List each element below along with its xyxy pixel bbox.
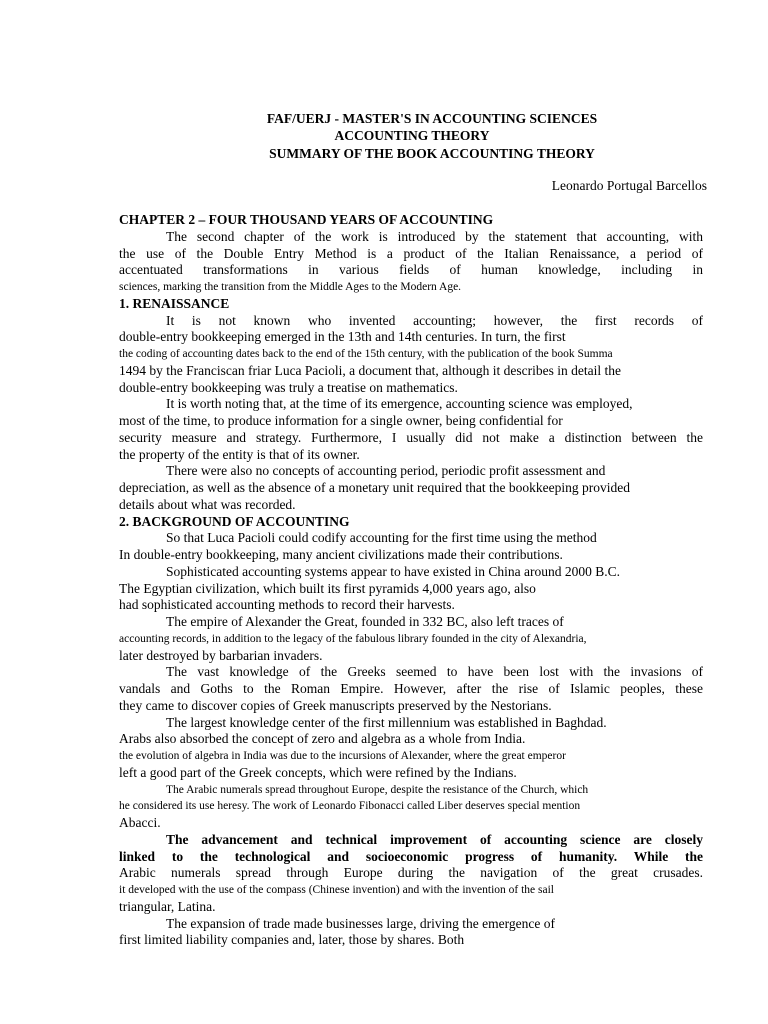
paragraph-line: Arabic numerals spread through Europe during the navigation of the great crusades. [119,865,703,881]
document-body [119,212,703,949]
author-name: Leonardo Portugal Barcellos [551,178,707,193]
paragraph-line: The Egyptian civilization, which built its first pyramids 4,000 years ago, also [119,580,536,596]
header-course: ACCOUNTING THEORY [334,128,490,143]
paragraph-line: left a good part of the Greek concepts, which were refined by the Indians. [119,764,517,780]
paragraph-line: had sophisticated accounting methods to record their harvests. [119,597,455,613]
paragraph-line: The empire of Alexander the Great, founded in 332 BC, also left traces of [166,614,564,629]
paragraph-line: he considered its use heresy. The work of Leonardo Fibonacci called Liber deserves special mention [119,800,581,813]
paragraph-line: 1494 by the Franciscan friar Luca Pacioli, a document that, although it describes in detail the [119,362,621,378]
paragraph-line: first limited liability companies and, later, those by shares. Both [119,932,465,948]
paragraph-line: the property of the entity is that of its owner. [119,446,360,462]
header-institution: FAF/UERJ - MASTER'S IN ACCOUNTING SCIENCES [266,111,598,126]
paragraph-line: double-entry bookkeeping emerged in the 13th and 14th centuries. In turn, the first [119,329,566,345]
paragraph-line: they came to discover copies of Greek manuscripts preserved by the Nestorians. [119,697,552,713]
paragraph-line: The Arabic numerals spread throughout Europe, despite the resistance of the Church, which [166,783,589,796]
paragraph-line: vandals and Goths to the Roman Empire. However, after the rise of Islamic peoples, these [119,681,703,696]
paragraph-line: sciences, marking the transition from the Middle Ages to the Modern Age. [119,281,462,293]
paragraph-line: most of the time, to produce information for a single owner, being confidential for [119,413,563,428]
paragraph-line: security measure and strategy. Furthermore, I usually did not make a distinction between the [119,429,703,445]
paragraph-line: It is worth noting that, at the time of its emergence, accounting science was employed, [166,396,633,412]
paragraph-line-bold: linked to the technological and socioeconomic progress of humanity. While the [119,848,703,864]
paragraph-line: the coding of accounting dates back to the end of the 15th century, with the publication of the book Summa [119,348,613,360]
paragraph-line: So that Luca Pacioli could codify accounting for the first time using the method [166,530,597,546]
paragraph-line: Sophisticated accounting systems appear to have existed in China around 2000 B.C. [166,563,621,579]
section-heading-renaissance: 1. RENAISSANCE [119,295,230,311]
paragraph-line: the evolution of algebra in India was due to the incursions of Alexander, where the great emperor [119,750,566,762]
header-summary-title: SUMMARY OF THE BOOK ACCOUNTING THEORY [269,146,595,161]
section-heading-background: 2. BACKGROUND OF ACCOUNTING [119,513,350,529]
paragraph-line: accentuated transformations in various fields of human knowledge, including in [119,262,703,278]
paragraph-line: it developed with the use of the compass (Chinese invention) and with the invention of the sail [119,884,554,896]
paragraph-line: Arabs also absorbed the concept of zero and algebra as a whole from India. [119,731,526,747]
paragraph-line: The vast knowledge of the Greeks seemed to have been lost with the invasions of [166,664,703,680]
chapter-heading: CHAPTER 2 – FOUR THOUSAND YEARS OF ACCOUNTING [119,212,494,227]
paragraph-line: There were also no concepts of accounting period, periodic profit assessment and [166,463,606,479]
paragraph-line: The expansion of trade made businesses large, driving the emergence of [166,915,555,931]
paragraph-line: In double-entry bookkeeping, many ancient civilizations made their contributions. [119,547,563,562]
paragraph-line: accounting records, in addition to the legacy of the fabulous library founded in the city of Alexandria, [119,632,587,645]
paragraph-line: later destroyed by barbarian invaders. [119,647,323,663]
paragraph-line: details about what was recorded. [119,496,296,512]
paragraph-line: It is not known who invented accounting; however, the first records of [166,312,703,328]
paragraph-line: depreciation, as well as the absence of a monetary unit required that the bookkeeping provided [119,480,630,495]
paragraph-line: double-entry bookkeeping was truly a treatise on mathematics. [119,379,458,395]
paragraph-line-bold: The advancement and technical improvement of accounting science are closely [166,831,703,847]
paragraph-line: The second chapter of the work is introduced by the statement that accounting, with [166,228,703,244]
paragraph-line: the use of the Double Entry Method is a product of the Italian Renaissance, a period of [119,245,703,261]
paragraph-line: The largest knowledge center of the first millennium was established in Baghdad. [166,714,607,730]
paragraph-line: triangular, Latina. [119,898,216,914]
paragraph-line: Abacci. [119,815,161,830]
